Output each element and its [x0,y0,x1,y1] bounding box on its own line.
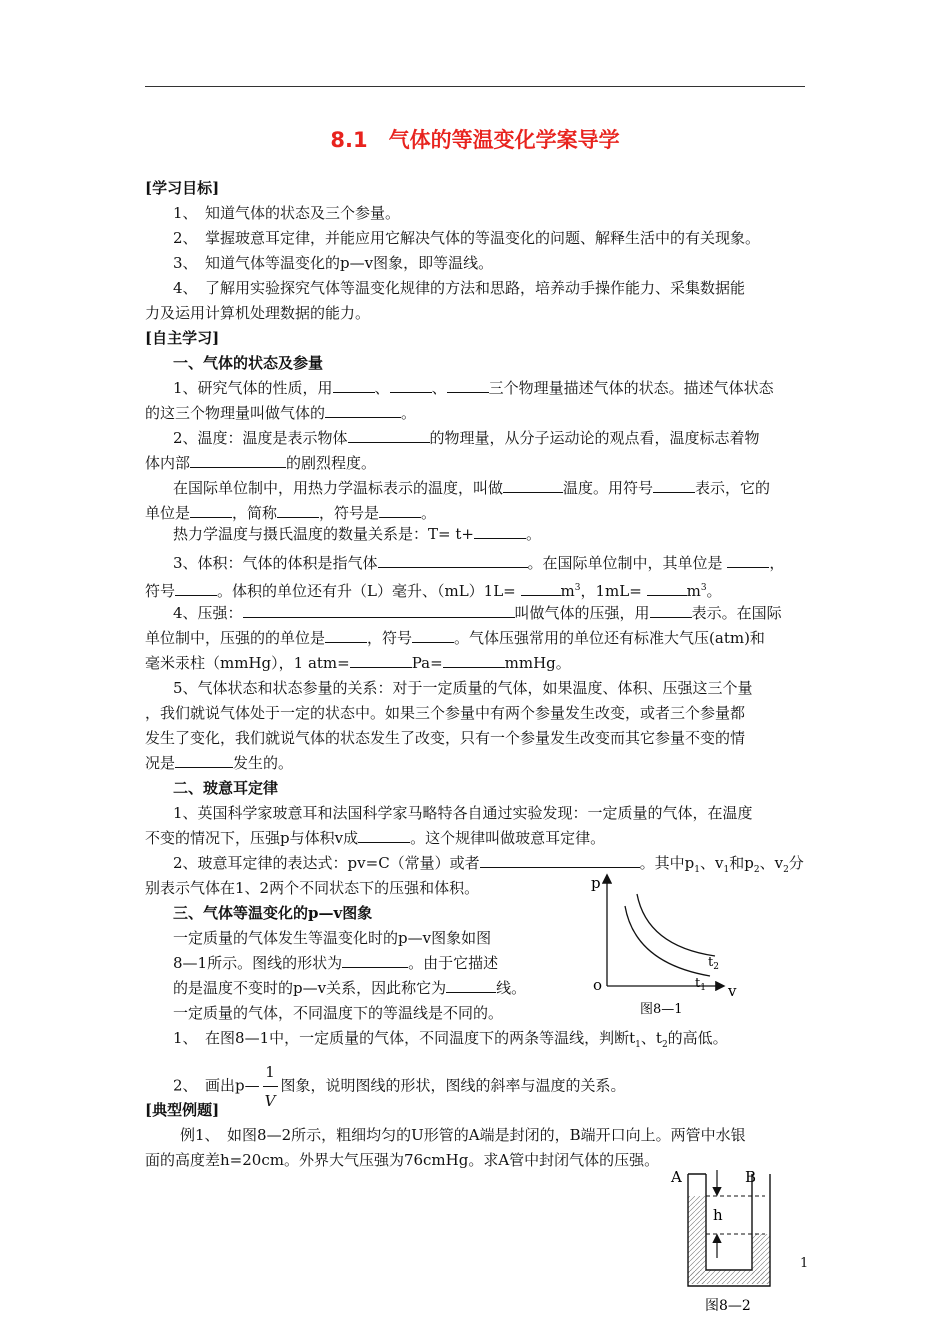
goal-item: 3、 知道气体等温变化的p—v图象，即等温线。 [173,254,494,272]
goal-item: 1、 知道气体的状态及三个参量。 [173,204,401,222]
goal-item-cont: 力及运用计算机处理数据的能力。 [145,304,371,322]
text-line: 在国际单位制中，用热力学温标表示的温度，叫做 温度。用符号 表示，它的 [173,479,771,497]
text-line: 1、研究气体的性质，用 、 、 三个物理量描述气体的状态。描述气体状态 [173,379,774,397]
text-line: 5、气体状态和状态参量的关系：对于一定质量的气体，如果温度、体积、压强这三个量 [173,679,753,697]
text-line: 的这三个物理量叫做气体的 。 [145,404,417,422]
b-label: B [745,1168,757,1186]
text-line: 不变的情况下，压强p与体积v成 。这个规律叫做玻意耳定律。 [145,829,606,847]
fraction: $\frac{1}{V}$ [263,1058,278,1115]
p-label: p [591,874,601,892]
text-line: 单位是 ，简称 ，符号是 。 [145,504,437,522]
header-rule [145,86,805,87]
text-line: 3、体积：气体的体积是指气体 。在国际单位制中，其单位是 ， [173,554,785,572]
text-line: 1、英国科学家玻意耳和法国科学家马略特各自通过实验发现：一定质量的气体，在温度 [173,804,753,822]
text-line: 一定质量的气体发生等温变化时的p—v图象如图 [173,929,492,947]
goal-item: 2、 掌握玻意耳定律，并能应用它解决气体的等温变化的问题、解释生活中的有关现象。 [173,229,761,247]
page-number: 1 [800,1256,809,1271]
text-line: 4、压强： 叫做气体的压强，用 表示。在国际 [173,604,782,622]
text-line: 热力学温度与摄氏温度的数量关系是：T= t+ 。 [173,525,541,543]
text-line: 2、玻意耳定律的表达式：pv=C（常量）或者 。其中$p_1$、$v_1$和$p_2$、$v_2$分 [173,854,804,875]
text-line: 况是 发生的。 [145,754,294,772]
text-line: 8—1所示。图线的形状为 。由于它描述 [173,954,499,972]
section-heading: 二、玻意耳定律 [173,779,279,797]
text-line: 符号 。体积的单位还有升（L）毫升、$(mL)1L= m^3$，$1mL= m^3$。 [145,582,722,600]
t2-label: $t_2$ [708,955,719,972]
page-title: 8.1 气体的等温变化学案导学 [330,128,620,152]
a-label: A [671,1168,682,1186]
text-line: 体内部 的剧烈程度。 [145,454,377,472]
isotherm-t1 [625,906,710,976]
v-label: v [728,982,737,1000]
question-item: 1、 在图8—1中，一定质量的气体，不同温度下的两条等温线，判断$t_1$、$t_2$的高低。 [173,1029,728,1050]
h-label: h [713,1206,723,1224]
text-line: 发生了变化，我们就说气体的状态发生了改变，只有一个参量发生改变而其它参量不变的情 [145,729,746,747]
text-line: 2、温度：温度是表示物体 的物理量，从分子运动论的观点看，温度标志着物 [173,429,760,447]
origin-label: o [593,976,603,994]
figure-caption: 图8—1 [640,1002,683,1017]
goals-heading: [学习目标] [145,179,220,197]
section-heading: 一、气体的状态及参量 [173,354,324,372]
mercury-right [752,1234,770,1284]
text-line: ，我们就说气体处于一定的状态中。如果三个参量中有两个参量发生改变，或者三个参量都 [145,704,746,722]
t1-label: $t_1$ [695,976,706,993]
figure-8-1 [585,868,755,1018]
section-heading: 三、气体等温变化的p—v图象 [173,904,373,922]
figure-8-2 [665,1166,790,1316]
text-line: 别表示气体在1、2两个不同状态下的压强和体积。 [145,879,480,897]
isotherm-t2 [637,894,715,956]
example-text: 例1、 如图8—2所示，粗细均匀的U形管的A端是封闭的，B端开口向上。两管中水银 [180,1126,746,1144]
figure-caption: 图8—2 [705,1298,751,1314]
text-line: 单位制中，压强的的单位是 ，符号 。气体压强常用的单位还有标准大气压(atm)和 [145,629,765,647]
example-text: 面的高度差h=20cm。外界大气压强为76cmHg。求A管中封闭气体的压强。 [145,1151,660,1169]
examples-heading: [典型例题] [145,1101,220,1119]
self-study-heading: [自主学习] [145,329,220,347]
question-item: 2、 画出p— $\frac{1}{V}$ 图象，说明图线的形状，图线的斜率与温度的关系。 [173,1058,626,1115]
goal-item: 4、 了解用实验探究气体等温变化规律的方法和思路，培养动手操作能力、采集数据能 [173,279,746,297]
text-line: 的是温度不变时的p—v关系，因此称它为 线。 [173,979,527,997]
text-line: 一定质量的气体，不同温度下的等温线是不同的。 [173,1004,504,1022]
text-line: 毫米汞柱（mmHg），1 atm= Pa= mmHg。 [145,654,571,672]
